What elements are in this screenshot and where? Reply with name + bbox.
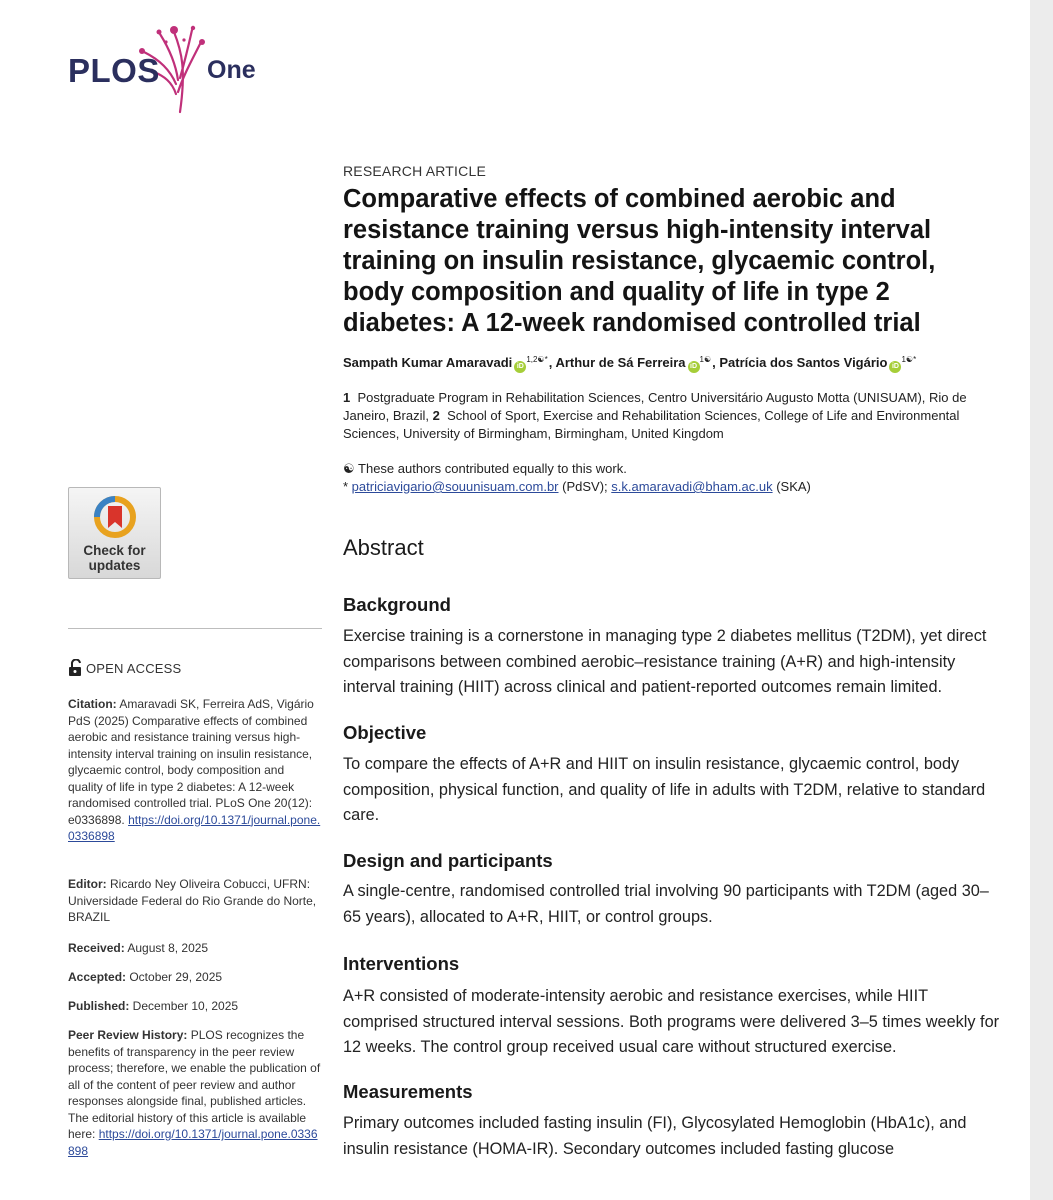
email-link[interactable]: patriciavigario@souunisuam.com.br bbox=[351, 479, 559, 494]
received-date: Received: August 8, 2025 bbox=[68, 941, 209, 955]
bookmark-ring-icon bbox=[92, 494, 138, 540]
plos-one-logo[interactable] bbox=[68, 22, 288, 117]
peer-review-doi-link[interactable]: https://doi.org/10.1371/journal.pone.0336898 bbox=[68, 1127, 318, 1158]
equal-contribution-note: ☯ These authors contributed equally to this work. bbox=[343, 461, 627, 476]
abstract-heading: Abstract bbox=[343, 535, 424, 560]
corresponding-emails: * patriciavigario@souunisuam.com.br (PdSV); s.k.amaravadi@bham.ac.uk (SKA) bbox=[343, 479, 811, 494]
author-name[interactable]: Arthur de Sá Ferreira bbox=[555, 355, 686, 370]
orcid-icon[interactable]: iD bbox=[889, 361, 901, 373]
section-text-measurements: Primary outcomes included fasting insulin (FI), Glycosylated Hemoglobin (HbA1c), and insulin resistance (HOMA-IR). Secondary outcomes included fasting glucose bbox=[343, 1114, 967, 1158]
section-text-objective: To compare the effects of A+R and HIIT on insulin resistance, glycaemic control, body composition, physical function, and quality of life in adults with T2DM, relative to standard care. bbox=[343, 755, 986, 824]
citation-block: Citation: Amaravadi SK, Ferreira AdS, Vigário PdS (2025) Comparative effects of combined aerobic and resistance training versus high-intensity interval training on insulin resistance, glycaemic control, body composition and quality of life in type 2 diabetes: A 12-week randomised controlled trial. PLoS One 20(12): e0336898. https://doi.org/10.1371/journal.pone.0336898 bbox=[68, 697, 321, 843]
check-for-updates-label: Check for updates bbox=[83, 543, 146, 573]
affiliations: 1 Postgraduate Program in Rehabilitation Sciences, Centro Universitário Augusto Motta (UNISUAM), Rio de Janeiro, Brazil, 2 School of Sport, Exercise and Rehabilitation Sciences, College of Life and Environmental Sciences, University of Birmingham, Birmingham, United Kingdom bbox=[343, 390, 967, 441]
article-title: Comparative effects of combined aerobic and resistance training versus high-intensity interval training on insulin resistance, glycaemic control, body composition and quality of life in type 2 diabetes: A 12-week randomised controlled trial bbox=[343, 185, 936, 337]
section-heading-measurements: Measurements bbox=[343, 1081, 473, 1102]
published-date: Published: December 10, 2025 bbox=[68, 999, 239, 1013]
author-affiliation-marker: 1☯ bbox=[699, 355, 712, 364]
section-heading-interventions: Interventions bbox=[343, 953, 460, 974]
section-text-background: Exercise training is a cornerstone in managing type 2 diabetes mellitus (T2DM), yet direct comparisons between combined aerobic–resistance training (A+R) and high-intensity interval training (HIIT) across clinical and patient-reported outcomes remain limited. bbox=[343, 627, 987, 696]
open-lock-icon bbox=[68, 659, 84, 676]
author-affiliation-marker: 1☯* bbox=[901, 355, 917, 364]
sidebar-divider bbox=[68, 628, 322, 629]
section-heading-design: Design and participants bbox=[343, 850, 553, 871]
author-name[interactable]: Patrícia dos Santos Vigário bbox=[719, 355, 888, 370]
orcid-icon[interactable]: iD bbox=[688, 361, 700, 373]
article-type: RESEARCH ARTICLE bbox=[343, 163, 486, 179]
page-edge bbox=[1030, 0, 1053, 1200]
author-affiliation-marker: 1,2☯* bbox=[526, 355, 548, 364]
check-for-updates-badge[interactable] bbox=[68, 487, 161, 579]
logo-brand: PLOS bbox=[68, 52, 160, 89]
orcid-icon[interactable]: iD bbox=[514, 361, 526, 373]
author-notes bbox=[343, 460, 1003, 496]
section-text-interventions: A+R consisted of moderate-intensity aerobic and resistance exercises, while HIIT comprised structured interval sessions. Both programs were delivered 3–5 times weekly for 12 weeks. The control group received usual care without structured exercise. bbox=[343, 987, 1000, 1056]
peer-review-block: Peer Review History: PLOS recognizes the benefits of transparency in the peer review process; therefore, we enable the publication of all of the content of peer review and author responses alongside final, published articles. The editorial history of this article is available here: https://doi.org/10.1371/journal.pone.0336898 bbox=[68, 1028, 321, 1158]
open-access-label: OPEN ACCESS bbox=[68, 659, 181, 676]
section-text-design: A single-centre, randomised controlled trial involving 90 participants with T2DM (aged 30–65 years), allocated to A+R, HIIT, or control groups. bbox=[343, 882, 989, 926]
section-heading-background: Background bbox=[343, 594, 451, 615]
email-link[interactable]: s.k.amaravadi@bham.ac.uk bbox=[611, 479, 773, 494]
editor-block: Editor: Ricardo Ney Oliveira Cobucci, UFRN: Universidade Federal do Rio Grande do Norte, BRAZIL bbox=[68, 877, 317, 924]
citation-doi-link[interactable]: https://doi.org/10.1371/journal.pone.0336898 bbox=[68, 812, 321, 843]
section-heading-objective: Objective bbox=[343, 722, 427, 743]
author-list: Sampath Kumar Amaravadi iD$^{1,2☯*}$, Arthur de Sá Ferreira iD$^{1☯}$, Patrícia dos Santos Vigário iD$^{1☯*}$ bbox=[343, 355, 1003, 373]
author-name[interactable]: Sampath Kumar Amaravadi bbox=[343, 355, 513, 370]
accepted-date: Accepted: October 29, 2025 bbox=[68, 970, 223, 984]
logo-journal: One bbox=[207, 56, 256, 84]
